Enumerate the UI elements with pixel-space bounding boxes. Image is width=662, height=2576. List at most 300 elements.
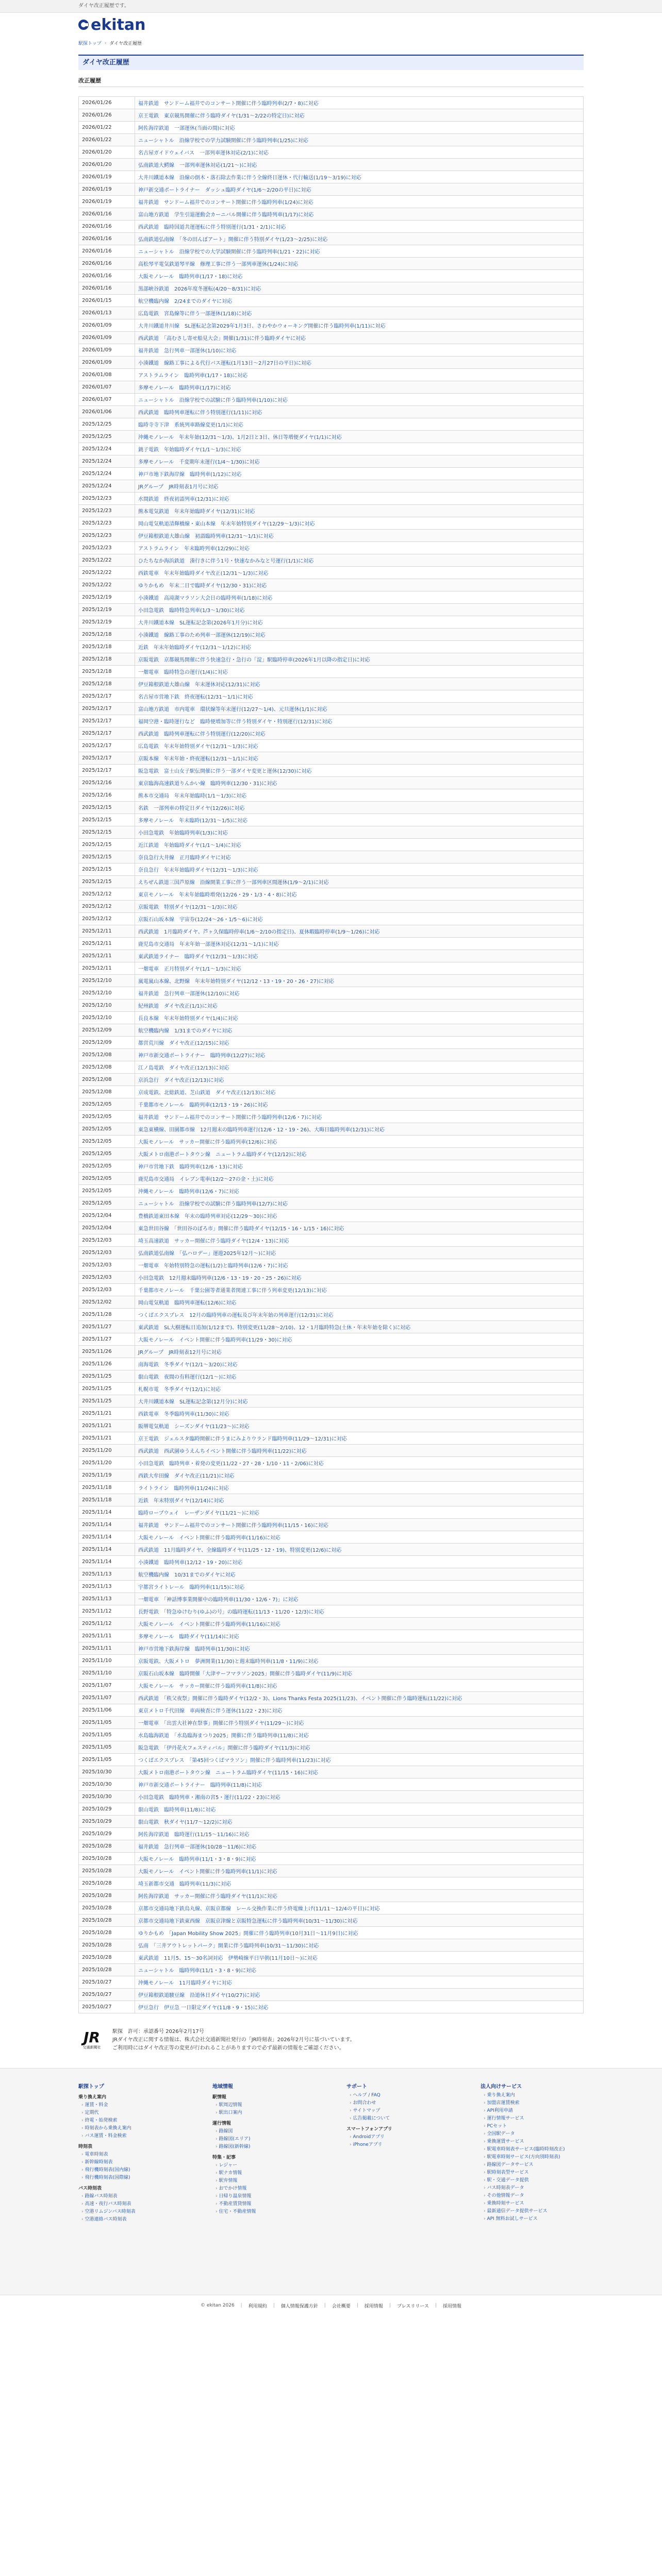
history-title-link[interactable]: 西武鉄道 11月臨時ダイヤ、全線臨時ダイヤ(11/25・12・19)、特別変更(12/6)に対応 bbox=[135, 1544, 584, 1556]
footer-link[interactable]: › 住宅・不動産情報 bbox=[212, 2208, 316, 2216]
history-date: 2025/11/11 bbox=[79, 1630, 135, 1642]
footer-link[interactable]: › バス時刻表データ bbox=[481, 2184, 584, 2192]
history-title-link[interactable]: 大阪モノレール イベント開催に伴う臨時列車(11/16)に対応 bbox=[135, 1531, 584, 1544]
history-date: 2025/11/12 bbox=[79, 1618, 135, 1630]
history-title-link[interactable]: 弘南鉄道弘南線 「冬の田んぼアート」開催に伴う特別ダイヤ(1/23〜2/25)に対応 bbox=[135, 233, 584, 245]
history-title-link[interactable]: 熊本市交通局 年末年始臨時(1/1〜1/3)に対応 bbox=[135, 789, 584, 802]
history-title-link[interactable]: 大阪モノレール 臨時列車(11/1・3・8・9)に対応 bbox=[135, 1853, 584, 1865]
history-title-link[interactable]: 臨時寺寺下津 系統列車路線変更(1/1)に対応 bbox=[135, 418, 584, 431]
history-title-link[interactable]: 鹿児島市交通局 イレブン電車(12/2〜27の金・土)に対応 bbox=[135, 1173, 584, 1185]
history-title-link[interactable]: 千葉都市モノレール 臨時列車(12/13・19・26)に対応 bbox=[135, 1098, 584, 1111]
footer-link[interactable]: › 駅周辺情報 bbox=[212, 2102, 316, 2109]
history-row bbox=[79, 1333, 584, 1346]
history-title-link[interactable]: 京阪電鉄 特別ダイヤ(12/31〜1/3)に対応 bbox=[135, 901, 584, 913]
history-title-link[interactable]: 沖縄モノレール 年末年始(12/31〜1/3)、1月2日と3日、休日等増便ダイヤ(1/1)に対応 bbox=[135, 431, 584, 443]
footer-bottom-link[interactable]: 会社概要 bbox=[332, 2303, 351, 2309]
history-title-link[interactable]: ライトライン 臨時列車(11/24)に対応 bbox=[135, 1482, 584, 1494]
history-title-link[interactable]: 航空機臨内線 1/31までのダイヤに対応 bbox=[135, 1024, 584, 1037]
history-date: 2025/11/20 bbox=[79, 1445, 135, 1457]
history-date: 2025/12/11 bbox=[79, 962, 135, 975]
history-row bbox=[79, 233, 584, 245]
history-title-link[interactable]: 京王電鉄 ジェルスタ臨時開催に伴うまにみよりウランド臨時列車(11/29〜12/31)に対応 bbox=[135, 1432, 584, 1445]
footer-group-heading[interactable]: 運行情報 bbox=[212, 2121, 231, 2126]
history-date: 2026/01/16 bbox=[79, 233, 135, 245]
history-title-link[interactable]: 大井川鐵道本線 SL運転記念第(2026年1月分)に対応 bbox=[135, 616, 584, 629]
history-title-link[interactable]: えちぜん鉄道三国芦原線 沿線開業工事に伴う一部列車区間運休(1/9〜2/1)に対応 bbox=[135, 876, 584, 888]
footer-separator: | bbox=[356, 2303, 358, 2308]
footer-link[interactable]: › バス運賃・料金検索 bbox=[78, 2132, 181, 2140]
footer-link[interactable]: › ヘルプ / FAQ bbox=[346, 2092, 450, 2099]
history-row bbox=[79, 295, 584, 307]
history-title-link[interactable]: 京浜急行 ダイヤ改正(12/13)に対応 bbox=[135, 1074, 584, 1086]
history-title-link[interactable]: 京王電鉄 東京競馬開催に伴う臨時ダイヤ(1/31〜2/22の特定日)に対応 bbox=[135, 109, 584, 122]
history-title-link[interactable]: 京都市交通局地下鉄烏丸線、京阪京都線 レール交換作業に伴う終電繰上げ(11/11〜12/4の平日)に対応 bbox=[135, 1902, 584, 1914]
history-row bbox=[79, 1939, 584, 1952]
history-title-link[interactable]: ニューシャトル 沿線学校での大学試験開催に伴う臨時列車(1/21・22)に対応 bbox=[135, 245, 584, 258]
history-date: 2025/10/27 bbox=[79, 1976, 135, 1989]
history-title-link[interactable]: 大阪モノレール サッカー開催に伴う臨時列車(11/8)に対応 bbox=[135, 1680, 584, 1692]
history-title-link[interactable]: 一畑電車 「出雲大社神在祭事」開催に伴う特別ダイヤ(11/29〜)に対応 bbox=[135, 1717, 584, 1729]
history-title-link[interactable]: 弘南鉄道大鰐線 一部列車運休対応(1/21〜)に対応 bbox=[135, 159, 584, 171]
credit-text bbox=[112, 2028, 355, 2053]
history-title-link[interactable]: 一畑電車 年始特別特急の運転(1/2)と臨時列車(12/6・7)に対応 bbox=[135, 1259, 584, 1272]
footer-column-title[interactable]: 駅探トップ bbox=[78, 2084, 104, 2090]
history-date: 2025/12/24 bbox=[79, 480, 135, 493]
history-title-link[interactable]: 東京メトロ千代田線 車両検査に伴う運休(11/22・23)に対応 bbox=[135, 1704, 584, 1717]
footer-link[interactable]: › 高速・夜行バス時刻表 bbox=[78, 2200, 181, 2208]
history-date: 2025/12/24 bbox=[79, 455, 135, 468]
history-date: 2026/01/07 bbox=[79, 394, 135, 406]
history-title-link[interactable]: 富山地方鉄道 市内電車 環状線等年末運行(12/27〜1/4)、元旦運休(1/1)に対応 bbox=[135, 703, 584, 715]
history-title-link[interactable]: 航空機臨内線 2/24までのダイヤに対応 bbox=[135, 295, 584, 307]
history-title-link[interactable]: 近江鉄道 年始臨時ダイヤ(1/1〜1/4)に対応 bbox=[135, 839, 584, 851]
history-title-link[interactable]: 岡山電気軌道清輝橋線・東山本線 年末年始特別ダイヤ(12/29〜1/3)に対応 bbox=[135, 517, 584, 530]
history-row bbox=[79, 1148, 584, 1160]
history-title-link[interactable]: 伊豆箱根鉄道大雄山線 年末運休対応(12/31)に対応 bbox=[135, 678, 584, 690]
history-title-link[interactable]: 伊豆箱根鉄道駿豆線 沿道休日ダイヤ(10/27)に対応 bbox=[135, 1989, 584, 2001]
history-title-link[interactable]: 叡山電鉄 夜間の有料運行(12/1〜)に対応 bbox=[135, 1370, 584, 1383]
footer-group-heading[interactable]: 駅情報 bbox=[212, 2095, 227, 2100]
footer-link[interactable]: › 飛行機時刻表(国際線) bbox=[78, 2174, 181, 2182]
footer-link[interactable]: › レジャー bbox=[212, 2162, 316, 2170]
history-title-link[interactable]: 広島電鉄 年末年始特別ダイヤ(12/31〜1/3)に対応 bbox=[135, 740, 584, 752]
history-date: 2025/12/10 bbox=[79, 1012, 135, 1024]
footer-link[interactable]: › サイトマップ bbox=[346, 2107, 450, 2115]
history-title-link[interactable]: ニューシャトル 沿線学校での試験に伴う臨時列車(1/10)に対応 bbox=[135, 394, 584, 406]
footer-column-title[interactable]: 法人向けサービス bbox=[481, 2084, 522, 2090]
footer-link[interactable]: › 飛行機時刻表(国内線) bbox=[78, 2166, 181, 2174]
footer-group-heading[interactable]: 特集・記事 bbox=[212, 2155, 236, 2160]
history-title-link[interactable]: 多摩モノレール 千変期年末運行(1/4〜1/30)に対応 bbox=[135, 455, 584, 468]
history-row bbox=[79, 715, 584, 727]
history-title-link[interactable]: 神戸新交通ポートライナー ダッシュ臨時ダイヤ(1/6〜2/20の平日)に対応 bbox=[135, 183, 584, 196]
history-title-link[interactable]: 西武鉄道 1月臨時ダイヤ、芦ヶ久保臨時停車(1/6〜2/10の指定日)、夏休暇臨時停車(1/9〜1/26)に対応 bbox=[135, 925, 584, 938]
footer-link[interactable]: › 駅弁情報 bbox=[212, 2177, 316, 2185]
history-row bbox=[79, 431, 584, 443]
history-row bbox=[79, 1136, 584, 1148]
history-row bbox=[79, 542, 584, 554]
footer-group-heading[interactable]: スマートフォンアプリ bbox=[346, 2127, 392, 2132]
history-date: 2025/10/28 bbox=[79, 1902, 135, 1914]
history-title-link[interactable]: 南海電鉄 冬季ダイヤ(12/1〜3/20)に対応 bbox=[135, 1358, 584, 1370]
history-title-link[interactable]: 西鉄大牟田線 ダイヤ改正(11/21)に対応 bbox=[135, 1469, 584, 1482]
history-title-link[interactable]: 福井鉄道 急行列車一部運休(12/10)に対応 bbox=[135, 987, 584, 999]
history-title-link[interactable]: 広島電鉄 宮島線等に伴う一部運休(1/18)に対応 bbox=[135, 307, 584, 319]
history-title-link[interactable]: ニューシャトル 沿線学校での試験に伴う臨時列車(12/7)に対応 bbox=[135, 1197, 584, 1210]
footer-link[interactable]: › 日帰り温泉情報 bbox=[212, 2193, 316, 2200]
history-row bbox=[79, 975, 584, 987]
history-title-link[interactable]: 多摩モノレール 年末臨時(12/31〜1/5)に対応 bbox=[135, 814, 584, 826]
history-title-link[interactable]: 近鉄 年末年始臨時ダイヤ(12/31〜1/12)に対応 bbox=[135, 641, 584, 653]
footer-link[interactable]: › 駅ナカ情報 bbox=[212, 2170, 316, 2177]
footer-link[interactable]: › その他情報データ bbox=[481, 2192, 584, 2200]
history-date: 2026/01/20 bbox=[79, 159, 135, 171]
history-title-link[interactable]: 福井鉄道 急行列車一部運休(10/28〜11/6)に対応 bbox=[135, 1840, 584, 1853]
footer-link[interactable]: › 路線バス時刻表 bbox=[78, 2193, 181, 2200]
history-date: 2026/01/26 bbox=[79, 97, 135, 109]
history-title-link[interactable]: 航空機臨内線 10/31までのダイヤに対応 bbox=[135, 1568, 584, 1581]
history-date: 2026/01/20 bbox=[79, 146, 135, 159]
history-title-link[interactable]: JRグループ JR時刻表12月号に対応 bbox=[135, 1346, 584, 1358]
history-date: 2025/12/04 bbox=[79, 1222, 135, 1234]
history-title-link[interactable]: 名古屋市営地下鉄 終夜運転(12/31〜1/1)に対応 bbox=[135, 690, 584, 703]
history-title-link[interactable]: 東武鉄道 SL大樹運転日追加(1/12まで)、特別変更(11/28〜2/10)、12・1月臨時特急(土休・年末年始を除く)に対応 bbox=[135, 1321, 584, 1333]
footer-link[interactable]: › 乗り換え案内 bbox=[481, 2092, 584, 2099]
history-title-link[interactable]: 西鉄電車 冬季臨時列車(11/30)に対応 bbox=[135, 1408, 584, 1420]
history-title-link[interactable]: 福岡空港・臨時運行など 臨時便増加等に伴う特別ダイヤ・特別運行(12/31)に対応 bbox=[135, 715, 584, 727]
history-title-link[interactable]: ニューシャトル 沿線学校での学力試験開催に伴う臨時列車(1/25)に対応 bbox=[135, 134, 584, 146]
history-row bbox=[79, 1160, 584, 1173]
history-title-link[interactable]: 西武鉄道 臨時列車運転に伴う特別運行(1/11)に対応 bbox=[135, 406, 584, 418]
history-title-link[interactable]: 岡山電気軌道 臨時列車運転(12/6)に対応 bbox=[135, 1296, 584, 1309]
history-title-link[interactable]: 沖縄モノレール 臨時列車(12/6・7)に対応 bbox=[135, 1185, 584, 1197]
history-title-link[interactable]: 京都市交通局地下鉄東西線 京阪京津線と京阪特急運転に伴う臨時列車(10/31〜11/30)に対応 bbox=[135, 1914, 584, 1927]
footer-bottom-link[interactable]: 採用情報 bbox=[442, 2303, 461, 2309]
history-date: 2025/10/27 bbox=[79, 1989, 135, 2001]
history-title-link[interactable]: 一畑電車 臨時特急の運行(1/4)に対応 bbox=[135, 666, 584, 678]
footer-link[interactable]: › 空港連絡バス時刻表 bbox=[78, 2216, 181, 2224]
history-date: 2025/11/13 bbox=[79, 1568, 135, 1581]
history-title-link[interactable]: 長野電鉄 「特急ゆけむり(ゆふ)の号」の臨時運転(11/13・11/20・12/3)に対応 bbox=[135, 1605, 584, 1618]
history-title-link[interactable]: 東武鉄道ライナー 臨時ダイヤ(12/31〜1/3)に対応 bbox=[135, 950, 584, 962]
footer-link[interactable]: › 不動産賃貸情報 bbox=[212, 2200, 316, 2208]
history-title-link[interactable]: 水間鉄道 終夜初詣列車(12/31)に対応 bbox=[135, 493, 584, 505]
history-row bbox=[79, 1061, 584, 1074]
history-title-link[interactable]: 西武鉄道 西武園ゆうえんちイベント開催に伴う臨時列車(11/22)に対応 bbox=[135, 1445, 584, 1457]
history-title-link[interactable]: 一畑電車 正月特別ダイヤ(1/1〜1/3)に対応 bbox=[135, 962, 584, 975]
history-row bbox=[79, 221, 584, 233]
history-row bbox=[79, 530, 584, 542]
site-logo[interactable] bbox=[78, 16, 146, 34]
history-title-link[interactable]: 大阪モノレール サッカー開催に伴う臨時列車(12/6)に対応 bbox=[135, 1136, 584, 1148]
history-title-link[interactable]: 小湊鐵道 線路工事のため列車一部運休(12/19)に対応 bbox=[135, 629, 584, 641]
history-title-link[interactable]: 京阪石山坂本線 宇宙券(12/24〜26・1/5〜6)に対応 bbox=[135, 913, 584, 925]
history-title-link[interactable]: 神戸市営地下鉄 臨時列車(12/6・13)に対応 bbox=[135, 1160, 584, 1173]
history-title-link[interactable]: 西武鉄道 「高むさし寄せ船見大会」開催(1/31)に伴う臨時ダイヤに対応 bbox=[135, 332, 584, 344]
footer-column-title[interactable]: 地域情報 bbox=[212, 2084, 233, 2090]
history-title-link[interactable]: 銚子電鉄 年始臨時ダイヤ(1/1〜1/3)に対応 bbox=[135, 443, 584, 455]
history-title-link[interactable]: 西武鉄道 臨時国道共運運転に伴う特別運行(1/31・2/1)に対応 bbox=[135, 221, 584, 233]
history-row bbox=[79, 802, 584, 814]
history-date: 2025/12/08 bbox=[79, 1049, 135, 1061]
history-title-link[interactable]: 臨時ロープウェイ レーザンダイヤ(11/21〜)に対応 bbox=[135, 1506, 584, 1519]
footer-link[interactable]: › 駅出口案内 bbox=[212, 2109, 316, 2117]
footer-link[interactable]: › Androidアプリ bbox=[346, 2133, 450, 2141]
history-date: 2025/11/05 bbox=[79, 1717, 135, 1729]
history-row bbox=[79, 1457, 584, 1469]
history-title-link[interactable]: 福井鉄道 サンドーム福井でのコンサート開催に伴う臨時列車(12/6・7)に対応 bbox=[135, 1111, 584, 1123]
history-row bbox=[79, 319, 584, 332]
history-title-link[interactable]: 富山地方鉄道 学生引退運動会カーニバル開催に伴う臨時列車(1/17)に対応 bbox=[135, 208, 584, 221]
history-title-link[interactable]: 多摩モノレール 臨時列車(1/17)に対応 bbox=[135, 381, 584, 394]
history-title-link[interactable]: ひたちなか海浜鉄道 湊行きに伴う1号・快速なかみなと号運行(1/1)に対応 bbox=[135, 554, 584, 567]
history-title-link[interactable]: 福井鉄道 サンドーム福井でのコンサート開催に伴う臨時列車(2/7・8)に対応 bbox=[135, 97, 584, 109]
history-title-link[interactable]: 水島臨海鉄道 「水島臨海まつり2025」開催に伴う臨時列車(11/8)に対応 bbox=[135, 1729, 584, 1741]
history-row bbox=[79, 901, 584, 913]
history-title-link[interactable]: 江ノ島電鉄 ダイヤ改正(12/13)に対応 bbox=[135, 1061, 584, 1074]
history-title-link[interactable]: 叡山電鉄 秋ダイヤ(11/7〜12/2)に対応 bbox=[135, 1816, 584, 1828]
footer-link[interactable]: › 広告掲載について bbox=[346, 2115, 450, 2123]
history-title-link[interactable]: アストラムライン 臨時列車(1/17・18)に対応 bbox=[135, 369, 584, 381]
history-title-link[interactable]: 大井川鐵道井川線 SL運転記念第2029年1月3日、さわやかウォーキング開催に伴う臨時列車(1/11)に対応 bbox=[135, 319, 584, 332]
history-title-link[interactable]: 京阪電鉄 京都競馬開催に伴う快速急行・急行の「淀」駅臨時停車(2026年1月以降の指定日)に対応 bbox=[135, 653, 584, 666]
history-row bbox=[79, 925, 584, 938]
footer-link[interactable]: › PCセット bbox=[481, 2123, 584, 2130]
history-title-link[interactable]: 小田急電鉄 臨時列車・湘南の宮5・運行(11/22・23)に対応 bbox=[135, 1791, 584, 1803]
history-title-link[interactable]: 京阪電鉄、大阪メトロ 夢洲開業(11/30)と週末臨時列車(11/8・11/9)に対応 bbox=[135, 1655, 584, 1667]
history-title-link[interactable]: 西鉄電車 年末年始臨時ダイヤ改正(12/31〜1/3)に対応 bbox=[135, 567, 584, 579]
history-title-link[interactable]: 大阪メトロ南港ポートタウン線 ニュートラム臨時ダイヤ(11/15・16)に対応 bbox=[135, 1766, 584, 1778]
history-title-link[interactable]: 弘南 「三井アウトレットパーク」開業に伴う臨時列車(10/31〜11/30)に対応 bbox=[135, 1939, 584, 1952]
history-title-link[interactable]: 阿佐海岸鉄道 臨時運行(11/15〜11/16)に対応 bbox=[135, 1828, 584, 1840]
history-title-link[interactable]: 奈良急行大井線 正月臨時ダイヤに対応 bbox=[135, 851, 584, 863]
history-date: 2025/11/25 bbox=[79, 1395, 135, 1408]
history-row bbox=[79, 208, 584, 221]
history-title-link[interactable]: 叡山電鉄 臨時列車(11/8)に対応 bbox=[135, 1803, 584, 1816]
history-row bbox=[79, 455, 584, 468]
history-title-link[interactable]: 京成電鉄、北総鉄道、芝山鉄道 ダイヤ改正(12/13)に対応 bbox=[135, 1086, 584, 1098]
history-title-link[interactable]: 東武鉄道 11月5、15〜30名詞対応 伊勢崎線平日早朝(11月10日〜)に対応 bbox=[135, 1952, 584, 1964]
footer-bottom-link[interactable]: 採用情報 bbox=[364, 2303, 383, 2309]
history-title-link[interactable]: 埼玉新都市交通 臨時列車(11/3)に対応 bbox=[135, 1877, 584, 1890]
footer-link[interactable]: › 駅時刻表型サービス bbox=[481, 2169, 584, 2177]
history-title-link[interactable]: 小田急電鉄 臨時列車・着発の変更(11/22・27・28・1/10・11・2/06)に対応 bbox=[135, 1457, 584, 1469]
history-date: 2025/12/15 bbox=[79, 863, 135, 876]
footer-bottom-link[interactable]: プレスリリース bbox=[396, 2303, 429, 2309]
history-date: 2025/12/23 bbox=[79, 505, 135, 517]
history-title-link[interactable]: 福井鉄道 サンドーム福井でのコンサート開催に伴う臨時列車(11/15・16)に対応 bbox=[135, 1519, 584, 1531]
history-row bbox=[79, 394, 584, 406]
history-title-link[interactable]: 名鉄 一部列車の特定日ダイヤ(12/26)に対応 bbox=[135, 802, 584, 814]
footer-link[interactable]: › 空港リムジンバス時刻表 bbox=[78, 2208, 181, 2216]
history-row bbox=[79, 1259, 584, 1272]
history-title-link[interactable]: 嵐電嵐山本線、北野線 年末年始特別ダイヤ(12/12・13・19・20・26・27)に対応 bbox=[135, 975, 584, 987]
footer-bottom-link[interactable]: 利用規約 bbox=[248, 2303, 267, 2309]
footer-link[interactable]: › 加盟店運賃検索 bbox=[481, 2099, 584, 2107]
history-date: 2025/12/12 bbox=[79, 901, 135, 913]
history-date: 2025/11/27 bbox=[79, 1333, 135, 1346]
footer-group-heading[interactable]: 時刻表 bbox=[78, 2144, 93, 2149]
history-title-link[interactable]: 阪急電鉄 富士山女子駅伝開催に伴う一部ダイヤ変更と運休(12/30)に対応 bbox=[135, 765, 584, 777]
footer-link[interactable]: › 路線図 bbox=[212, 2128, 316, 2136]
history-title-link[interactable]: 奈良急行 年末年始臨時ダイヤ(12/31〜1/3)に対応 bbox=[135, 863, 584, 876]
history-title-link[interactable]: 高松琴平電気鉄道琴平線 修理工事に伴う一部列車運休(1/24)に対応 bbox=[135, 258, 584, 270]
history-title-link[interactable]: 東急世田谷線 「世田谷のぼろ市」開催に伴う臨時ダイヤ(12/15・16・1/15・16)に対応 bbox=[135, 1222, 584, 1234]
history-title-link[interactable]: 大阪モノレール イベント開催に伴う臨時列車(11/16)に対応 bbox=[135, 1618, 584, 1630]
history-row bbox=[79, 134, 584, 146]
footer-link[interactable]: › API 無料お試しサービス bbox=[481, 2215, 584, 2223]
footer-link[interactable]: › おでかけ情報 bbox=[212, 2185, 316, 2193]
history-title-link[interactable]: 阿佐海岸鉄道 一部運休(当面の間)に対応 bbox=[135, 122, 584, 134]
footer-link[interactable]: › お問合わせ bbox=[346, 2099, 450, 2107]
history-title-link[interactable]: 阿佐海岸鉄道 サッカー開催に伴う臨時ダイヤ(11/1)に対応 bbox=[135, 1890, 584, 1902]
history-date: 2025/12/03 bbox=[79, 1272, 135, 1284]
history-title-link[interactable]: 熊本電気鉄道 年末年始臨時ダイヤ(12/31)に対応 bbox=[135, 505, 584, 517]
history-title-link[interactable]: 東京モノレール 年末年始臨時増発(12/26・29・1/3・4・8)に対応 bbox=[135, 888, 584, 901]
footer-link[interactable]: › 路線図(エリア) bbox=[212, 2136, 316, 2143]
history-title-link[interactable]: 黒部峡谷鉄道 2026年度冬運転(4/20〜8/31)に対応 bbox=[135, 282, 584, 295]
history-title-link[interactable]: 西武鉄道 「秩父夜祭」開催に伴う臨時ダイヤ(12/2・3)、Lions Thanks Festa 2025(11/23)、イベント開催に伴う臨時運転(11/22)に対応 bbox=[135, 1692, 584, 1704]
footer-bottom-link[interactable]: 個人情報保護方針 bbox=[280, 2303, 318, 2309]
footer-link[interactable]: › 駅電車時刻表サービス(臨時時刻改正) bbox=[481, 2146, 584, 2154]
footer-link[interactable]: › 乗換時刻サービス bbox=[481, 2200, 584, 2208]
breadcrumb-home[interactable]: 駅探トップ bbox=[78, 41, 102, 46]
history-title-link[interactable]: 小湊鐵道 線路工事による代行バス運転(1月13日〜2月27日の平日)に対応 bbox=[135, 357, 584, 369]
history-title-link[interactable]: 神戸市新交通ポートライナー 臨時列車(12/27)に対応 bbox=[135, 1049, 584, 1061]
history-title-link[interactable]: 小湊鐵道 臨時列車(12/12・19・20)に対応 bbox=[135, 1556, 584, 1568]
history-row bbox=[79, 690, 584, 703]
footer-link[interactable]: › 定期代 bbox=[78, 2109, 181, 2117]
history-row bbox=[79, 1729, 584, 1741]
history-title-link[interactable]: JRグループ JR時刻表1月号に対応 bbox=[135, 480, 584, 493]
history-title-link[interactable]: 大阪メトロ南港ポートタウン線 ニュートラム臨時ダイヤ(12/12)に対応 bbox=[135, 1148, 584, 1160]
history-title-link[interactable]: 阪堺電気軌道 シーズンダイヤ(11/23〜)に対応 bbox=[135, 1420, 584, 1432]
history-title-link[interactable]: アストラムライン 年末臨時列車(12/29)に対応 bbox=[135, 542, 584, 554]
footer-link[interactable]: › 運賃・料金 bbox=[78, 2102, 181, 2109]
history-title-link[interactable]: 東京臨海高速鉄道りんかい線 臨時列車(12/30・31)に対応 bbox=[135, 777, 584, 789]
history-row bbox=[79, 1865, 584, 1877]
footer-link[interactable]: › 最新通信データ提供サービス bbox=[481, 2208, 584, 2215]
history-title-link[interactable]: 大阪モノレール イベント開催に伴う臨時列車(11/1)に対応 bbox=[135, 1865, 584, 1877]
history-date: 2025/11/14 bbox=[79, 1531, 135, 1544]
history-title-link[interactable]: 宇都宮ライトレール 臨時列車(11/15)に対応 bbox=[135, 1581, 584, 1593]
history-date: 2025/10/29 bbox=[79, 1803, 135, 1816]
history-title-link[interactable]: 伊豆箱根鉄道大雄山線 初詣臨時列車(12/31〜1/1)に対応 bbox=[135, 530, 584, 542]
footer-link[interactable]: › iPhoneアプリ bbox=[346, 2141, 450, 2149]
history-date: 2025/12/11 bbox=[79, 925, 135, 938]
history-title-link[interactable]: ゆりかもめ 年末二日で臨時ダイヤ(12/30・31)に対応 bbox=[135, 579, 584, 591]
history-date: 2025/12/17 bbox=[79, 715, 135, 727]
history-row bbox=[79, 554, 584, 567]
history-row bbox=[79, 876, 584, 888]
footer-link[interactable]: › 乗換運賃サービス bbox=[481, 2138, 584, 2146]
history-row bbox=[79, 1519, 584, 1531]
history-row bbox=[79, 1123, 584, 1136]
history-title-link[interactable]: 東急東横線、田園都市線 12月週末の臨時列車運行(12/6・12・19・26)、大晦日臨時列車(12/31)に対応 bbox=[135, 1123, 584, 1136]
history-title-link[interactable]: 伊豆急行 伊豆急 一日限定ダイヤ(11/8・9・15)に対応 bbox=[135, 2001, 584, 2013]
footer-link[interactable]: › 路線図(新幹線) bbox=[212, 2143, 316, 2151]
footer-link[interactable]: › 新幹線時刻表 bbox=[78, 2159, 181, 2166]
history-title-link[interactable]: 京阪石山坂本線 臨時開催「大津サーフマラソン2025」開催に伴う臨時ダイヤ(11/9)に対応 bbox=[135, 1667, 584, 1680]
history-date: 2025/12/23 bbox=[79, 517, 135, 530]
history-title-link[interactable]: 弘南鉄道弘南線 「弘ハロデー」運遊2025年12月〜)に対応 bbox=[135, 1247, 584, 1259]
history-title-link[interactable]: 神戸市営地下鉄海岸線 臨時列車(11/30)に対応 bbox=[135, 1642, 584, 1655]
history-date: 2025/11/26 bbox=[79, 1358, 135, 1370]
footer-link[interactable]: › 駅・交通データ提供 bbox=[481, 2177, 584, 2184]
history-title-link[interactable]: 大阪モノレール イベント開催に伴う臨時列車(11/29・30)に対応 bbox=[135, 1333, 584, 1346]
history-title-link[interactable]: 小田急電鉄 年始臨時列車(1/3)に対応 bbox=[135, 826, 584, 839]
history-title-link[interactable]: つくばエクスプレス 「第45回つくばマラソン」開催に伴う臨時列車(11/23)に対応 bbox=[135, 1754, 584, 1766]
history-title-link[interactable]: 福井鉄道 サンドーム福井でのコンサート開催に伴う臨時列車(1/24)に対応 bbox=[135, 196, 584, 208]
history-row bbox=[79, 122, 584, 134]
history-title-link[interactable]: 沖縄モノレール 11月臨時ダイヤに対応 bbox=[135, 1976, 584, 1989]
history-title-link[interactable]: 都営荒川線 ダイヤ改正(12/15)に対応 bbox=[135, 1037, 584, 1049]
history-title-link[interactable]: 小湊鐵道 高滝湖マラソン大会日の臨時列車(1/18)に対応 bbox=[135, 591, 584, 604]
footer-column-title[interactable]: サポート bbox=[346, 2084, 367, 2090]
footer-link[interactable]: › 駅電車時刻サービス(方向別時刻表) bbox=[481, 2154, 584, 2161]
footer-link[interactable]: › API利用申請 bbox=[481, 2107, 584, 2115]
history-title-link[interactable]: ニューシャトル 臨時列車(11/1・3・8・9)に対応 bbox=[135, 1964, 584, 1976]
history-date: 2026/01/16 bbox=[79, 208, 135, 221]
history-date: 2025/11/05 bbox=[79, 1729, 135, 1741]
history-title-link[interactable]: 名古屋ガイドウェイバス 一部列車運休対応(2/1)に対応 bbox=[135, 146, 584, 159]
history-date: 2025/12/17 bbox=[79, 727, 135, 740]
history-title-link[interactable]: 小田急電鉄 12月週末臨時列車(12/6・13・19・20・25・26)に対応 bbox=[135, 1272, 584, 1284]
history-date: 2025/12/25 bbox=[79, 431, 135, 443]
history-title-link[interactable]: 阪急電鉄 「伊丹花火フェスティバル」開催に伴う臨時ダイヤ(11/3)に対応 bbox=[135, 1741, 584, 1754]
footer-link[interactable]: › 路線図データサービス bbox=[481, 2161, 584, 2169]
history-date: 2025/12/22 bbox=[79, 554, 135, 567]
history-date: 2025/10/29 bbox=[79, 1828, 135, 1840]
history-title-link[interactable]: 西武鉄道 臨時列車運転に伴う特別運行(12/20)に対応 bbox=[135, 727, 584, 740]
history-row bbox=[79, 443, 584, 455]
history-row bbox=[79, 1408, 584, 1420]
history-title-link[interactable]: 京阪本線 年末年始・終夜運転(12/31〜1/1)に対応 bbox=[135, 752, 584, 765]
footer-group-heading[interactable]: バス時刻表 bbox=[78, 2186, 102, 2191]
history-title-link[interactable]: 紀州鉄道 ダイヤ改正(1/1)に対応 bbox=[135, 999, 584, 1012]
history-title-link[interactable]: 千葉都市モノレール 千葉公園等者通業者関連工事に伴う列車変更(12/13)に対応 bbox=[135, 1284, 584, 1296]
history-title-link[interactable]: 神戸市新交通ポートライナー 臨時列車(11/8)に対応 bbox=[135, 1778, 584, 1791]
history-title-link[interactable]: 多摩モノレール 臨時ダイヤ(11/14)に対応 bbox=[135, 1630, 584, 1642]
history-title-link[interactable]: 一畑電車 「神話博事業開催中の臨時列車(11/30・12/6・7)」に対応 bbox=[135, 1593, 584, 1605]
history-title-link[interactable]: 鹿児島市交通局 年末年始一部運休対応(12/31〜1/1)に対応 bbox=[135, 938, 584, 950]
history-row bbox=[79, 1284, 584, 1296]
footer-link[interactable]: › 全国駅データ bbox=[481, 2130, 584, 2138]
footer-link[interactable]: › 終電・始発検索 bbox=[78, 2117, 181, 2125]
footer-link[interactable]: › 運行情報サービス bbox=[481, 2115, 584, 2123]
history-title-link[interactable]: 豊橋鉄道東田本線 年末の臨時列車対応(12/29〜30)に対応 bbox=[135, 1210, 584, 1222]
history-title-link[interactable]: 神戸市地下鉄海岸線 臨時列車(1/12)に対応 bbox=[135, 468, 584, 480]
history-title-link[interactable]: つくばエクスプレス 12月の臨時列車の運転及び年末年始の列車運行(12/31)に対応 bbox=[135, 1309, 584, 1321]
footer-group-heading[interactable]: 乗り換え案内 bbox=[78, 2095, 107, 2100]
history-title-link[interactable]: 福井鉄道 急行列車一部運休(1/10)に対応 bbox=[135, 344, 584, 357]
history-row bbox=[79, 1296, 584, 1309]
history-date: 2026/01/16 bbox=[79, 245, 135, 258]
history-row bbox=[79, 1976, 584, 1989]
history-title-link[interactable]: 埼玉高速鉄道 サッカー開催に伴う臨時ダイヤ(12/4・13)に対応 bbox=[135, 1234, 584, 1247]
history-title-link[interactable]: ゆりかもめ 「Japan Mobility Show 2025」開催に伴う臨時列車(10月31日〜11月9日)に対応 bbox=[135, 1927, 584, 1939]
footer-link[interactable]: › 時刻表から乗換え案内 bbox=[78, 2125, 181, 2132]
history-title-link[interactable]: 近鉄 年末特別ダイヤ(12/14)に対応 bbox=[135, 1494, 584, 1506]
history-title-link[interactable]: 大井川鐵道本線 沿線の倒木・落石除去作業に伴う全線終日運休・代行輸送(1/19〜3/19)に対応 bbox=[135, 171, 584, 183]
history-title-link[interactable]: 札幌市電 冬季ダイヤ(12/1)に対応 bbox=[135, 1383, 584, 1395]
footer-link[interactable]: › 電車時刻表 bbox=[78, 2151, 181, 2159]
history-date: 2025/10/28 bbox=[79, 1964, 135, 1976]
history-title-link[interactable]: 長良本線 年末年始特別ダイヤ(1/4)に対応 bbox=[135, 1012, 584, 1024]
history-title-link[interactable]: 大阪モノレール 臨時列車(1/17・18)に対応 bbox=[135, 270, 584, 282]
history-title-link[interactable]: 大井川鐵道本線 SL運転記念第(12月分)に対応 bbox=[135, 1395, 584, 1408]
history-title-link[interactable]: 小田急電鉄 臨時特急列車(1/3〜1/30)に対応 bbox=[135, 604, 584, 616]
